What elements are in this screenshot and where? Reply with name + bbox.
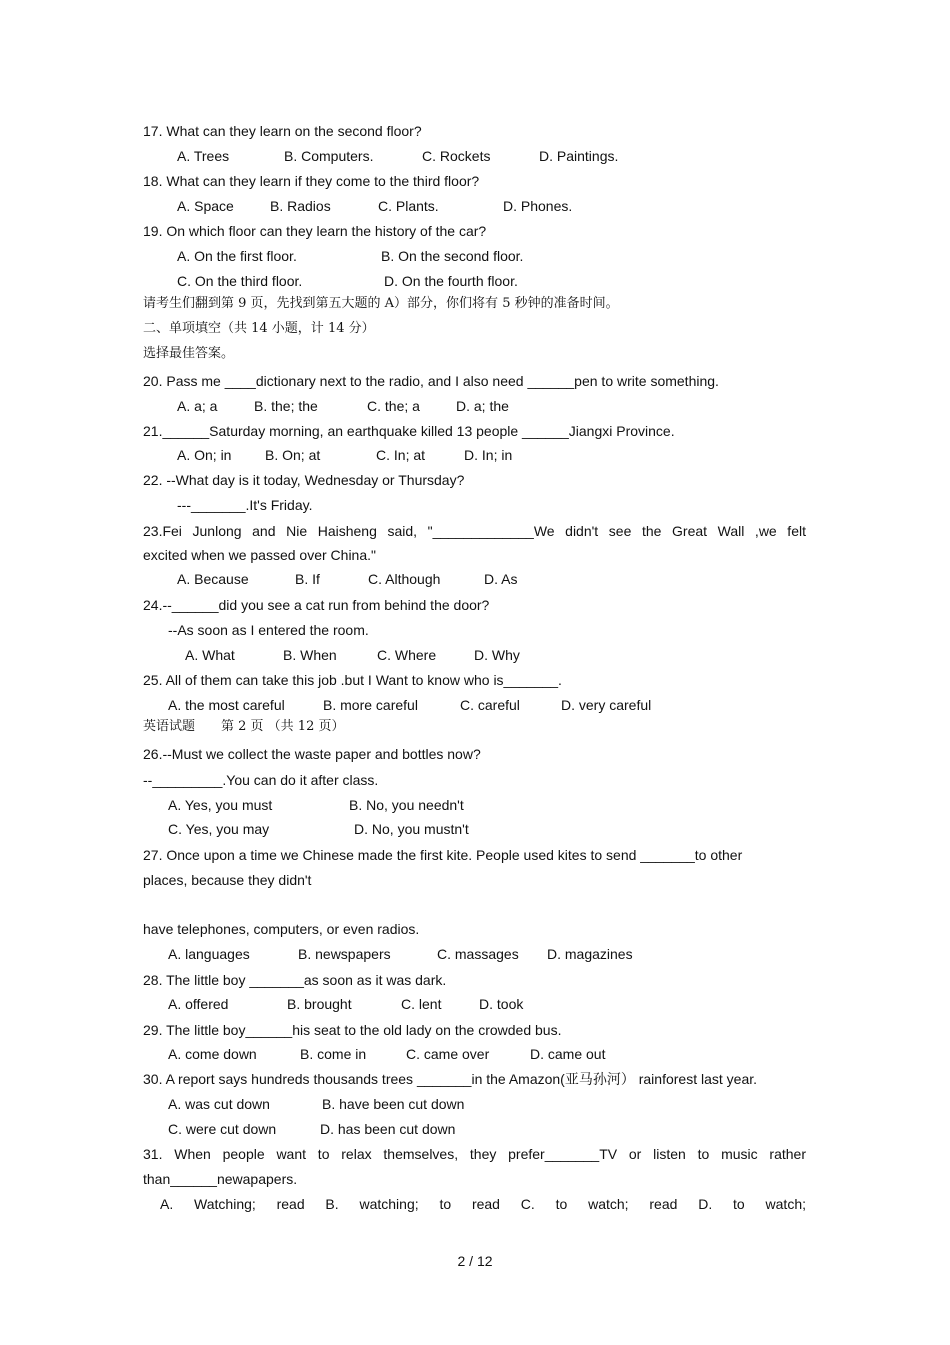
- question-17: 17. What can they learn on the second floor?: [143, 123, 422, 139]
- q26-option-c: C. Yes, you may: [168, 821, 270, 837]
- q30-option-c: C. were cut down: [168, 1121, 277, 1137]
- q27-option-c: C. massages: [437, 946, 519, 962]
- page-note: 英语试题 第 2 页 （共 12 页）: [143, 719, 345, 734]
- q29-option-d: D. came out: [530, 1046, 606, 1062]
- q22-reply: ---_______.It's Friday.: [177, 497, 313, 513]
- q24-reply: --As soon as I entered the room.: [168, 622, 369, 638]
- question-20: 20. Pass me ____dictionary next to the radio, and I also need ______pen to write something.: [143, 373, 719, 389]
- q18-option-d: D. Phones.: [503, 198, 573, 214]
- q23-option-d: D. As: [484, 571, 518, 587]
- q26-option-d: D. No, you mustn't: [354, 821, 469, 837]
- q20-option-b: B. the; the: [254, 398, 318, 414]
- question-31-continued: than______newapapers.: [143, 1171, 298, 1187]
- question-23: 23.Fei Junlong and Nie Haisheng said, "_____________We didn't see the Great Wall ,we felt: [143, 523, 806, 539]
- question-22: 22. --What day is it today, Wednesday or Thursday?: [143, 472, 465, 488]
- q30-option-b: B. have been cut down: [322, 1096, 465, 1112]
- q17-option-d: D. Paintings.: [539, 148, 619, 164]
- question-24: 24.--______did you see a cat run from behind the door?: [143, 597, 490, 613]
- q28-option-b: B. brought: [287, 996, 352, 1012]
- q26-option-a: A. Yes, you must: [168, 797, 273, 813]
- q27-option-b: B. newspapers: [298, 946, 391, 962]
- q24-option-a: A. What: [185, 647, 235, 663]
- q30-option-a: A. was cut down: [168, 1096, 270, 1112]
- q24-option-c: C. Where: [377, 647, 437, 663]
- q19-option-b: B. On the second floor.: [381, 248, 524, 264]
- q25-option-a: A. the most careful: [168, 697, 285, 713]
- q25-option-c: C. careful: [460, 697, 520, 713]
- question-27-continued-2: have telephones, computers, or even radios.: [143, 921, 420, 937]
- page-number: 2 / 12: [457, 1253, 493, 1269]
- q28-option-d: D. took: [479, 996, 524, 1012]
- q27-option-a: A. languages: [168, 946, 250, 962]
- q21-option-d: D. In; in: [464, 447, 513, 463]
- q23-option-a: A. Because: [177, 571, 249, 587]
- q21-option-a: A. On; in: [177, 447, 232, 463]
- q18-option-c: C. Plants.: [378, 198, 439, 214]
- section-heading: 二、单项填空（共 14 小题，计 14 分）: [143, 321, 375, 336]
- listening-notice: 请考生们翻到第 9 页，先找到第五大题的 A）部分，你们将有 5 秒钟的准备时间。: [143, 296, 619, 311]
- q30-option-d: D. has been cut down: [320, 1121, 456, 1137]
- question-26: 26.--Must we collect the waste paper and bottles now?: [143, 746, 481, 762]
- q21-option-c: C. In; at: [376, 447, 426, 463]
- q23-option-b: B. If: [295, 571, 320, 587]
- q19-option-c: C. On the third floor.: [177, 273, 303, 289]
- question-25: 25. All of them can take this job .but I Want to know who is_______.: [143, 672, 562, 688]
- q29-option-b: B. come in: [300, 1046, 367, 1062]
- question-19: 19. On which floor can they learn the history of the car?: [143, 223, 487, 239]
- q21-option-b: B. On; at: [265, 447, 321, 463]
- q19-option-d: D. On the fourth floor.: [384, 273, 518, 289]
- q29-option-c: C. came over: [406, 1046, 490, 1062]
- question-29: 29. The little boy______his seat to the old lady on the crowded bus.: [143, 1022, 562, 1038]
- question-27-continued: places, because they didn't: [143, 872, 312, 888]
- question-28: 28. The little boy _______as soon as it was dark.: [143, 972, 447, 988]
- q17-option-b: B. Computers.: [284, 148, 374, 164]
- q27-option-d: D. magazines: [547, 946, 633, 962]
- question-31: 31. When people want to relax themselves, they prefer_______TV or listen to music rather: [143, 1146, 806, 1162]
- q31-options: A. Watching; read B. watching; to read C. to watch; read D. to watch;: [160, 1196, 806, 1212]
- q28-option-c: C. lent: [401, 996, 442, 1012]
- section-instruction: 选择最佳答案。: [143, 346, 235, 361]
- q17-option-c: C. Rockets: [422, 148, 491, 164]
- q20-option-a: A. a; a: [177, 398, 218, 414]
- question-30: 30. A report says hundreds thousands trees _______in the Amazon(亚马孙河） rainforest last year.: [143, 1071, 758, 1087]
- q24-option-d: D. Why: [474, 647, 520, 663]
- q19-option-a: A. On the first floor.: [177, 248, 297, 264]
- q20-option-c: C. the; a: [367, 398, 420, 414]
- q26-reply: --_________.You can do it after class.: [143, 772, 379, 788]
- q23-option-c: C. Although: [368, 571, 441, 587]
- q29-option-a: A. come down: [168, 1046, 257, 1062]
- q25-option-b: B. more careful: [323, 697, 418, 713]
- q25-option-d: D. very careful: [561, 697, 652, 713]
- question-27: 27. Once upon a time we Chinese made the first kite. People used kites to send _______to other: [143, 847, 743, 863]
- q26-option-b: B. No, you needn't: [349, 797, 464, 813]
- question-18: 18. What can they learn if they come to the third floor?: [143, 173, 480, 189]
- q17-option-a: A. Trees: [177, 148, 230, 164]
- question-21: 21.______Saturday morning, an earthquake killed 13 people ______Jiangxi Province.: [143, 423, 675, 439]
- question-23-continued: excited when we passed over China.": [143, 547, 376, 563]
- q24-option-b: B. When: [283, 647, 337, 663]
- q18-option-b: B. Radios: [270, 198, 331, 214]
- q28-option-a: A. offered: [168, 996, 229, 1012]
- q20-option-d: D. a; the: [456, 398, 509, 414]
- q18-option-a: A. Space: [177, 198, 234, 214]
